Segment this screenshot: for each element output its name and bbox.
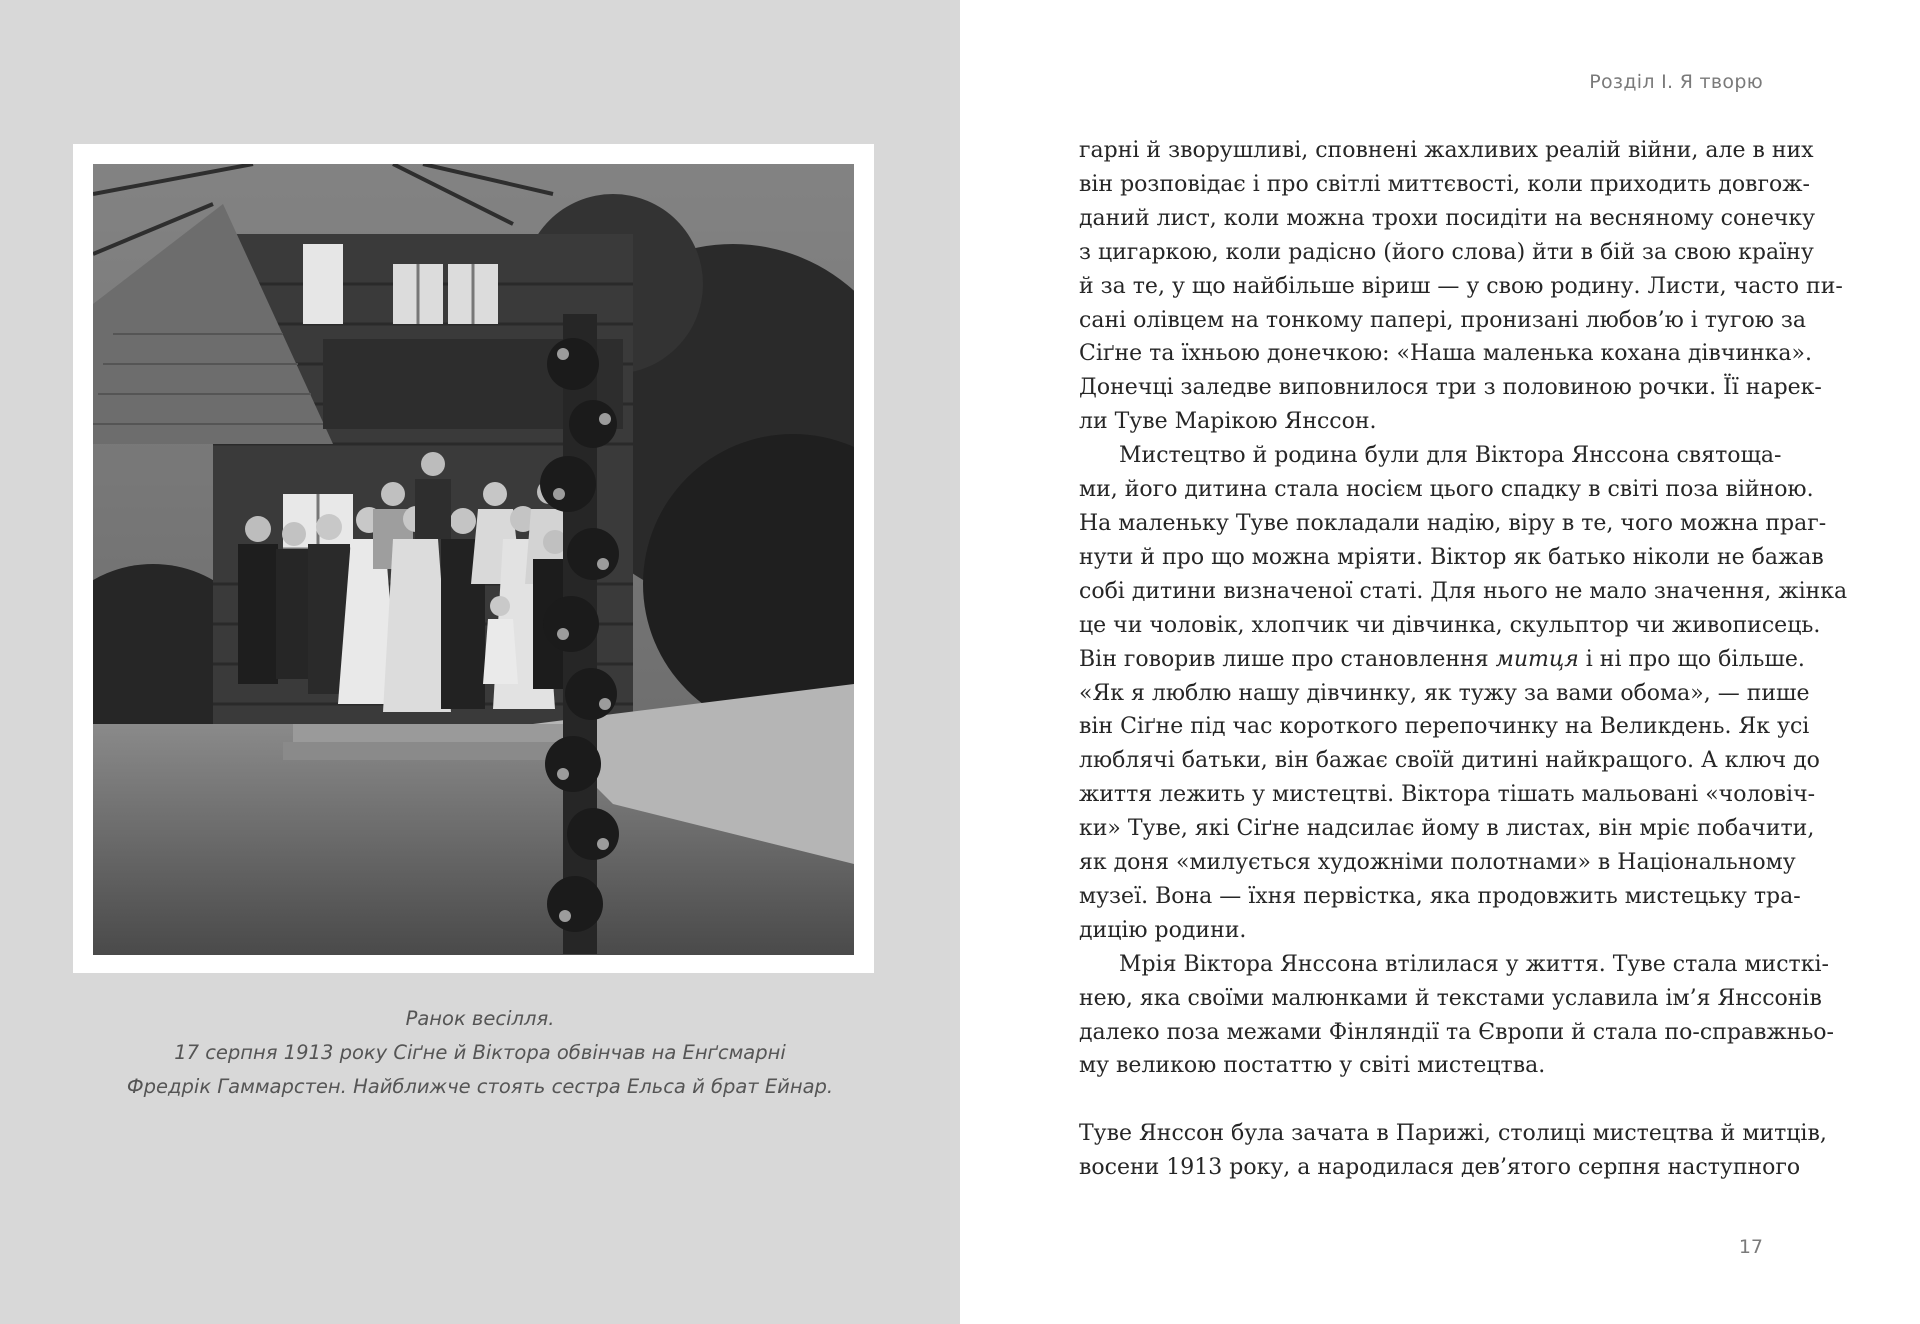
text-line: На маленьку Туве покладали надію, віру в те, чого можна праг- bbox=[1079, 510, 1827, 536]
text-line: гарні й зворушливі, сповнені жахливих реалій війни, але в них bbox=[1079, 138, 1814, 163]
paragraph-3 bbox=[1079, 948, 1834, 1084]
section-break bbox=[1079, 1083, 1763, 1117]
photo-caption bbox=[100, 1002, 860, 1104]
text-line: ми, його дитина стала носієм цього спадку в світі поза війною. bbox=[1079, 477, 1814, 503]
paragraph-4 bbox=[1079, 1117, 1827, 1185]
text-line: музеї. Вона — їхня первістка, яка продовжить мистецьку тра- bbox=[1079, 883, 1801, 909]
wedding-photo-drawing bbox=[93, 164, 854, 955]
text-line: з цигаркою, коли радісно (його слова) йти в бій за свою країну bbox=[1079, 239, 1814, 265]
text-line: даний лист, коли можна трохи посидіти на весняному сонечку bbox=[1079, 205, 1816, 231]
wedding-photo bbox=[93, 164, 854, 955]
text-line: Мистецтво й родина були для Віктора Янссона святоща- bbox=[1119, 443, 1782, 469]
text-run: Він говорив лише про становлення bbox=[1079, 646, 1496, 672]
page-number: 17 bbox=[1738, 1236, 1763, 1258]
text-line: восени 1913 року, а народилася дев’ятого серпня наступного bbox=[1079, 1155, 1801, 1181]
text-line: му великою постаттю у світі мистецтва. bbox=[1079, 1053, 1546, 1079]
text-line: нею, яка своїми малюнками й текстами уславила ім’я Янссонів bbox=[1079, 985, 1822, 1011]
text-line: він Сіґне під час короткого перепочинку на Великдень. Як усі bbox=[1079, 714, 1810, 740]
text-line: ли Туве Марікою Янссон. bbox=[1079, 409, 1377, 435]
text-line: життя лежить у мистецтві. Віктора тішать мальовані «чоловіч- bbox=[1079, 782, 1816, 808]
text-line: це чи чоловік, хлопчик чи дівчинка, скульптор чи живописець. bbox=[1079, 612, 1821, 638]
text-run: і ні про що більше. bbox=[1578, 646, 1805, 672]
paragraph-1 bbox=[1079, 134, 1843, 439]
right-page bbox=[960, 0, 1920, 1324]
text-line: сані олівцем на тонкому папері, пронизані любов’ю і тугою за bbox=[1079, 307, 1806, 333]
text-line: Туве Янссон була зачата в Парижі, столиці мистецтва й митців, bbox=[1079, 1121, 1827, 1147]
caption-line: Фредрік Гаммарстен. Найближче стоять сестра Ельса й брат Ейнар. bbox=[126, 1075, 834, 1098]
photo-frame bbox=[73, 144, 874, 973]
text-line: «Як я люблю нашу дівчинку, як тужу за вами обома», — пише bbox=[1079, 680, 1810, 706]
text-line: ки» Туве, які Сіґне надсилає йому в листах, він мріє побачити, bbox=[1079, 816, 1815, 842]
text-line: він розповідає і про світлі миттєвості, коли приходить довгож- bbox=[1079, 171, 1810, 197]
caption-line: Ранок весілля. bbox=[405, 1007, 555, 1030]
text-line: нути й про що можна мріяти. Віктор як батько ніколи не бажав bbox=[1079, 544, 1824, 570]
caption-line: 17 серпня 1913 року Сіґне й Віктора обвінчав на Енґсмарні bbox=[174, 1041, 786, 1064]
text-line: й за те, у що найбільше віриш — у свою родину. Листи, часто пи- bbox=[1079, 273, 1843, 299]
text-line: далеко поза межами Фінляндії та Європи й стала по-справжньо- bbox=[1079, 1019, 1834, 1045]
italic-word: митця bbox=[1495, 646, 1579, 672]
text-line: як доня «милується художніми полотнами» в Національному bbox=[1079, 850, 1796, 876]
text-line: собі дитини визначеної статі. Для нього не мало значення, жінка bbox=[1079, 578, 1848, 604]
body-text bbox=[1079, 134, 1848, 1185]
text-line: дицію родини. bbox=[1079, 917, 1247, 943]
text-line: Мрія Віктора Янссона втілилася у життя. Туве стала мисткі- bbox=[1119, 951, 1829, 977]
paragraph-2 bbox=[1079, 439, 1848, 948]
running-head: Розділ І. Я творю bbox=[1589, 71, 1763, 93]
text-line: Донечці заледве виповнилося три з половиною рочки. Її нарек- bbox=[1079, 375, 1822, 401]
text-line: люблячі батьки, він бажає своїй дитині найкращого. А ключ до bbox=[1079, 748, 1820, 774]
text-line: Сіґне та їхньою донечкою: «Наша маленька кохана дівчинка». bbox=[1079, 341, 1813, 367]
text-line-with-italic bbox=[1079, 643, 1805, 677]
